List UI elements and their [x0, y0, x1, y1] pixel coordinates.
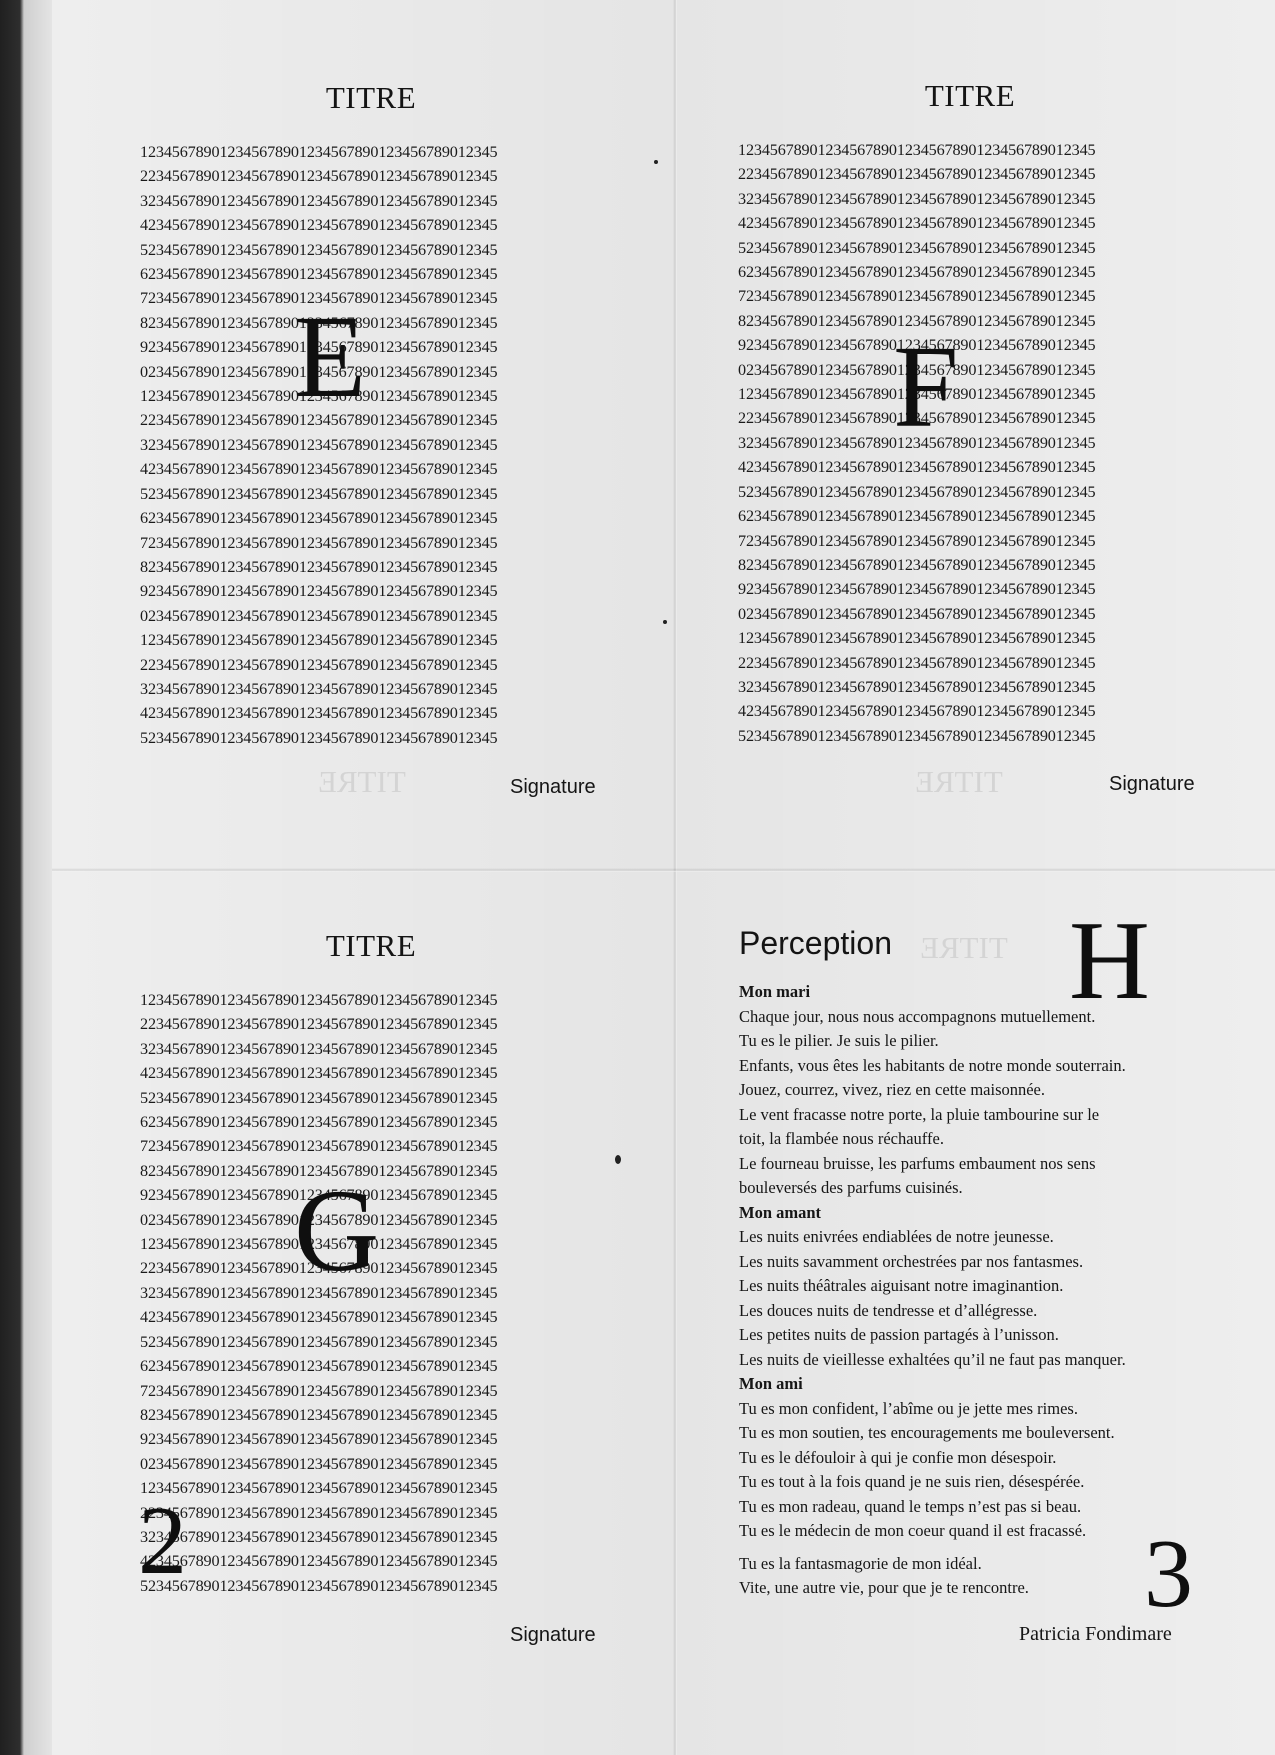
bleed-through-title: TITRE: [915, 764, 1003, 799]
number-line: 123456789012345678901234567890123456789012345: [140, 143, 498, 161]
number-line: 023456789012345678901234567890123456789012345: [738, 604, 1096, 623]
poem-author: Patricia Fondimare: [1019, 1623, 1172, 1645]
number-line: 323456789012345678901234567890123456789012345: [140, 679, 498, 698]
number-line: 923456789012345678901234567890123456789012345: [738, 580, 1096, 599]
number-line: 023456789012345678901234567890123456789012345: [140, 1210, 498, 1229]
number-line: 523456789012345678901234567890123456789012345: [140, 484, 498, 503]
number-line: 523456789012345678901234567890123456789012345: [140, 728, 498, 747]
poem-body: [739, 980, 1209, 1601]
number-line: 623456789012345678901234567890123456789012345: [140, 509, 498, 528]
poem-line: Les nuits de vieillesse exhaltées qu’il ne faut pas manquer.: [739, 1349, 1126, 1369]
number-line: 423456789012345678901234567890123456789012345: [140, 704, 498, 723]
poem-line: Tu es le médecin de mon coeur quand il est fracassé.: [739, 1521, 1087, 1540]
number-line: 023456789012345678901234567890123456789012345: [140, 1454, 498, 1473]
number-line: 123456789012345678901234567890123456789012345: [738, 629, 1096, 648]
number-line: 623456789012345678901234567890123456789012345: [140, 1357, 498, 1376]
number-line: 323456789012345678901234567890123456789012345: [140, 435, 498, 454]
number-line: 523456789012345678901234567890123456789012345: [738, 726, 1096, 745]
number-line: 423456789012345678901234567890123456789012345: [140, 1064, 498, 1083]
number-line: 823456789012345678901234567890123456789012345: [140, 313, 498, 332]
number-line: 123456789012345678901234567890123456789012345: [738, 141, 1096, 159]
poem-line: Tu es tout à la fois quand je ne suis rien, désespérée.: [739, 1472, 1085, 1491]
number-line: 823456789012345678901234567890123456789012345: [140, 1405, 498, 1424]
poem-line: Les petites nuits de passion partagés à l’unisson.: [739, 1325, 1059, 1344]
poem-closing-line: Tu es la fantasmagorie de mon idéal.: [739, 1553, 982, 1573]
poem-line: Le fourneau bruisse, les parfums embaument nos sens: [739, 1153, 1096, 1173]
poem-line: Les nuits enivrées endiablées de notre jeunesse.: [739, 1227, 1054, 1246]
number-line: 523456789012345678901234567890123456789012345: [140, 1576, 498, 1595]
number-line: 423456789012345678901234567890123456789012345: [140, 216, 498, 235]
number-line: 223456789012345678901234567890123456789012345: [140, 1503, 498, 1522]
poem-line: Jouez, courrez, vivez, riez en cette maisonnée.: [739, 1080, 1046, 1099]
panel-letter-f: F: [893, 321, 959, 452]
poem-line: Chaque jour, nous nous accompagnons mutuellement.: [739, 1006, 1096, 1026]
poem-line: Enfants, vous êtes les habitants de notre monde souterrain.: [739, 1055, 1126, 1075]
number-line: 223456789012345678901234567890123456789012345: [738, 653, 1096, 672]
number-line: 323456789012345678901234567890123456789012345: [140, 1283, 498, 1302]
number-line: 223456789012345678901234567890123456789012345: [140, 1259, 498, 1278]
number-line: 723456789012345678901234567890123456789012345: [140, 1381, 498, 1400]
scan-speck: [615, 1155, 621, 1164]
number-line: 623456789012345678901234567890123456789012345: [140, 265, 498, 284]
number-line: 923456789012345678901234567890123456789012345: [140, 582, 498, 601]
page-number: 2: [138, 1487, 187, 1595]
bleed-through-title: TITRE: [318, 764, 406, 799]
number-line: 823456789012345678901234567890123456789012345: [738, 555, 1096, 574]
number-line: 223456789012345678901234567890123456789012345: [738, 165, 1096, 184]
number-line: 323456789012345678901234567890123456789012345: [140, 1527, 498, 1546]
poem-line: Tu es mon soutien, tes encouragements me bouleversent.: [739, 1423, 1115, 1442]
panel-h: [739, 899, 1259, 1755]
number-line: 523456789012345678901234567890123456789012345: [140, 1088, 498, 1107]
number-line: 323456789012345678901234567890123456789012345: [738, 677, 1096, 696]
number-line: 523456789012345678901234567890123456789012345: [738, 238, 1096, 257]
poem-line: Tu es le pilier. Je suis le pilier.: [739, 1031, 939, 1050]
number-line: 123456789012345678901234567890123456789012345: [140, 387, 498, 406]
number-line: 823456789012345678901234567890123456789012345: [738, 311, 1096, 330]
number-line: 123456789012345678901234567890123456789012345: [140, 1479, 498, 1498]
poem-title: Perception: [739, 925, 892, 961]
number-line: 423456789012345678901234567890123456789012345: [738, 458, 1096, 477]
number-line: 023456789012345678901234567890123456789012345: [140, 606, 498, 625]
number-line: 323456789012345678901234567890123456789012345: [738, 433, 1096, 452]
number-grid: [140, 140, 497, 750]
number-line: 223456789012345678901234567890123456789012345: [140, 1015, 498, 1034]
poem-line: Les douces nuits de tendresse et d’allégresse.: [739, 1300, 1038, 1320]
number-line: 323456789012345678901234567890123456789012345: [140, 191, 498, 210]
number-line: 223456789012345678901234567890123456789012345: [140, 411, 498, 430]
number-line: 123456789012345678901234567890123456789012345: [140, 631, 498, 650]
panel-g: [56, 870, 672, 1755]
number-line: 923456789012345678901234567890123456789012345: [140, 1430, 498, 1449]
poem-section-heading: Mon mari: [739, 982, 811, 1001]
number-line: 723456789012345678901234567890123456789012345: [738, 531, 1096, 550]
panel-letter-g: G: [294, 1165, 380, 1296]
signature: Signature: [1109, 773, 1195, 795]
number-line: 123456789012345678901234567890123456789012345: [738, 385, 1096, 404]
number-line: 523456789012345678901234567890123456789012345: [140, 240, 498, 259]
page-number: 3: [1144, 1520, 1193, 1628]
signature: Signature: [510, 1624, 596, 1646]
poem-line: Les nuits théâtrales aiguisant notre imaginantion.: [739, 1276, 1064, 1295]
number-line: 223456789012345678901234567890123456789012345: [140, 655, 498, 674]
number-line: 423456789012345678901234567890123456789012345: [738, 214, 1096, 233]
scan-speck: [663, 620, 667, 624]
poem-line: Les nuits savamment orchestrées par nos fantasmes.: [739, 1251, 1084, 1271]
panel-title: TITRE: [325, 80, 417, 115]
number-line: 223456789012345678901234567890123456789012345: [738, 409, 1096, 428]
number-line: 923456789012345678901234567890123456789012345: [140, 338, 498, 357]
number-line: 423456789012345678901234567890123456789012345: [140, 1552, 498, 1571]
number-line: 923456789012345678901234567890123456789012345: [140, 1186, 498, 1205]
poem-closing-line: Vite, une autre vie, pour que je te rencontre.: [739, 1578, 1029, 1597]
number-line: 623456789012345678901234567890123456789012345: [738, 507, 1096, 526]
scan-speck: [654, 160, 658, 164]
poem-section-heading: Mon ami: [739, 1374, 803, 1393]
panel-title: TITRE: [924, 78, 1016, 113]
number-line: 423456789012345678901234567890123456789012345: [738, 702, 1096, 721]
number-line: 823456789012345678901234567890123456789012345: [140, 1161, 498, 1180]
panel-letter-e: E: [294, 291, 367, 422]
number-line: 623456789012345678901234567890123456789012345: [738, 263, 1096, 282]
number-line: 323456789012345678901234567890123456789012345: [140, 1039, 498, 1058]
panel-f: [655, 0, 1275, 868]
panel-letter-h: H: [1069, 899, 1150, 1023]
number-line: 523456789012345678901234567890123456789012345: [738, 482, 1096, 501]
signature: Signature: [510, 776, 596, 798]
number-line: 023456789012345678901234567890123456789012345: [738, 360, 1096, 379]
number-line: 823456789012345678901234567890123456789012345: [140, 557, 498, 576]
number-line: 723456789012345678901234567890123456789012345: [140, 289, 498, 308]
number-line: 423456789012345678901234567890123456789012345: [140, 1308, 498, 1327]
scanner-edge: [0, 0, 52, 1755]
number-line: 323456789012345678901234567890123456789012345: [738, 189, 1096, 208]
number-line: 123456789012345678901234567890123456789012345: [140, 1235, 498, 1254]
bleed-through-title: TITRE: [920, 930, 1008, 965]
poem-line: Tu es le défouloir à qui je confie mon désespoir.: [739, 1447, 1057, 1467]
poem-line: bouleversés des parfums cuisinés.: [739, 1178, 963, 1197]
number-line: 723456789012345678901234567890123456789012345: [140, 1137, 498, 1156]
panel-title: TITRE: [325, 928, 417, 963]
poem-section-heading: Mon amant: [739, 1202, 822, 1222]
panel-e: [56, 0, 672, 868]
number-line: 923456789012345678901234567890123456789012345: [738, 336, 1096, 355]
number-line: 023456789012345678901234567890123456789012345: [140, 362, 498, 381]
number-line: 123456789012345678901234567890123456789012345: [140, 991, 498, 1009]
number-line: 223456789012345678901234567890123456789012345: [140, 167, 498, 186]
poem-line: Tu es mon radeau, quand le temps n’est pas si beau.: [739, 1496, 1082, 1516]
number-line: 423456789012345678901234567890123456789012345: [140, 460, 498, 479]
number-line: 623456789012345678901234567890123456789012345: [140, 1113, 498, 1132]
number-line: 523456789012345678901234567890123456789012345: [140, 1332, 498, 1351]
poem-line: Le vent fracasse notre porte, la pluie tambourine sur le: [739, 1104, 1100, 1124]
number-line: 723456789012345678901234567890123456789012345: [140, 533, 498, 552]
poem-line: toit, la flambée nous réchauffe.: [739, 1129, 944, 1148]
number-line: 723456789012345678901234567890123456789012345: [738, 287, 1096, 306]
poem-line: Tu es mon confident, l’abîme ou je jette mes rimes.: [739, 1398, 1078, 1418]
stanza-gap: [739, 1544, 1209, 1552]
